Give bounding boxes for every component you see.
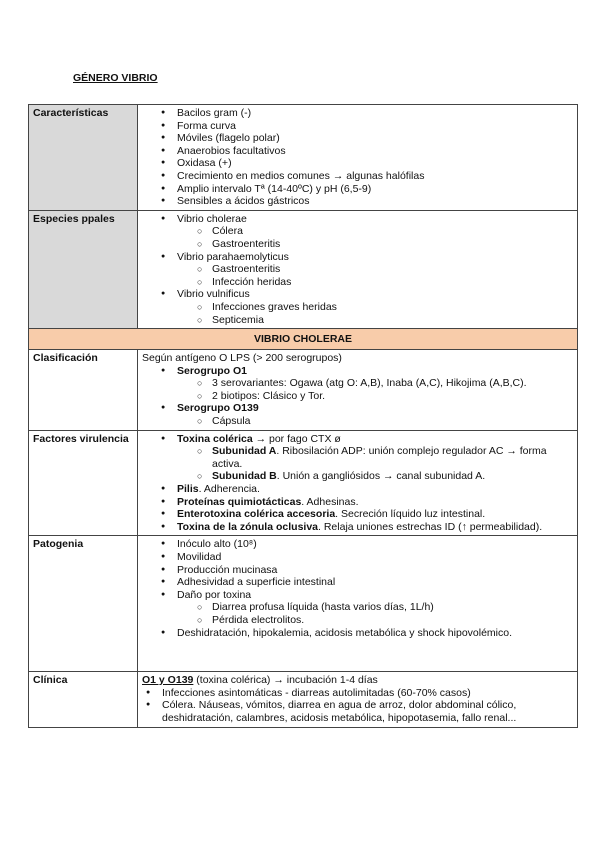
list-item: ● Forma curva (142, 120, 573, 133)
list-item: ○ Infección heridas (177, 276, 573, 289)
list-item (177, 445, 573, 470)
label-especies: Especies ppales (29, 210, 138, 328)
list-item: ● Inóculo alto (10⁸) (142, 538, 573, 551)
cell-caracteristicas (138, 105, 578, 211)
term: Toxina colérica (177, 432, 253, 445)
vibrio-table (28, 104, 578, 728)
list-item: ○ Cápsula (177, 415, 573, 428)
term: Pilis (177, 483, 199, 496)
label-clasificacion: Clasificación (29, 350, 138, 431)
text: (toxina colérica) → incubación 1-4 días (193, 674, 378, 687)
list-item: ● Móviles (flagelo polar) (142, 132, 573, 145)
term: Toxina de la zónula oclusiva (177, 520, 319, 533)
list-item: ● Bacilos gram (-) (142, 107, 573, 120)
spacer (142, 639, 573, 669)
list-item: ● Sensibles a ácidos gástricos (142, 195, 573, 208)
cell-especies (138, 210, 578, 328)
list-item (142, 433, 573, 483)
list-item: ○ Diarrea profusa líquida (hasta varios días, 1L/h) (177, 601, 573, 614)
list-item: ● Anaerobios facultativos (142, 145, 573, 158)
list-item (142, 251, 573, 289)
list-item: ○ Cólera (177, 225, 573, 238)
text: . Unión a gangliósidos → canal subunidad A. (276, 470, 486, 483)
list-item: ○ Infecciones graves heridas (177, 301, 573, 314)
serogroup-o139: Serogrupo O139 (177, 402, 259, 415)
text: . Ribosilación ADP: unión complejo regulador AC → forma activa. (212, 445, 547, 470)
list-item (142, 496, 573, 509)
clasificacion-intro: Según antígeno O LPS (> 200 serogrupos) (142, 352, 342, 365)
list-item (142, 402, 573, 427)
list-item: ○ Gastroenteritis (177, 238, 573, 251)
list-item (142, 508, 573, 521)
list-item: ● Adhesividad a superficie intestinal (142, 576, 573, 589)
cell-patogenia (138, 536, 578, 672)
list-item: ● Crecimiento en medios comunes → algunas halófilas (142, 170, 573, 183)
page-title: GÉNERO VIBRIO (73, 72, 158, 84)
section-banner: VIBRIO CHOLERAE (29, 329, 578, 350)
list-item: ○ Pérdida electrolitos. (177, 614, 573, 627)
label-clinica: Clínica (29, 672, 138, 727)
list-item: ● Infecciones asintomáticas - diarreas autolimitadas (60-70% casos) (127, 687, 573, 700)
label-caracteristicas: Características (29, 105, 138, 211)
row-caracteristicas (29, 105, 578, 211)
list-item (142, 213, 573, 251)
list-item: ● Oxidasa (+) (142, 157, 573, 170)
species-name: Vibrio cholerae (177, 212, 247, 225)
list-item: ● Deshidratación, hipokalemia, acidosis metabólica y shock hipovolémico. (142, 627, 573, 640)
clinica-heading (142, 674, 573, 687)
list-item (142, 589, 573, 627)
serogroup-o1: Serogrupo O1 (177, 364, 248, 377)
text: . Secreción líquido luz intestinal. (335, 508, 486, 521)
list-item: ○ 2 biotipos: Clásico y Tor. (177, 390, 573, 403)
term: Proteínas quimiotácticas (177, 495, 302, 508)
text: . Adhesinas. (301, 495, 359, 508)
species-name: Vibrio parahaemolyticus (177, 250, 289, 263)
row-patogenia (29, 536, 578, 672)
cell-clinica (138, 672, 578, 727)
text: . Relaja uniones estrechas ID (↑ permeabilidad). (318, 520, 543, 533)
list-item: ● Cólera. Náuseas, vómitos, diarrea en agua de arroz, dolor abdominal cólico, deshidratación, calambres, acidosis metabólica, hipopotasemia, fallo renal... (127, 699, 573, 724)
list-item (142, 288, 573, 326)
label-patogenia: Patogenia (29, 536, 138, 672)
row-clasificacion (29, 350, 578, 431)
list-item (142, 521, 573, 534)
list-item: ○ Septicemia (177, 314, 573, 327)
cell-factores (138, 430, 578, 536)
list-item: ○ 3 serovariantes: Ogawa (atg O: A,B), Inaba (A,C), Hikojima (A,B,C). (177, 377, 573, 390)
list-item: ● Amplio intervalo Tª (14-40ºC) y pH (6,5-9) (142, 183, 573, 196)
term: Subunidad B (212, 470, 277, 483)
list-item (177, 470, 573, 483)
list-item (142, 365, 573, 403)
row-factores (29, 430, 578, 536)
term: Enterotoxina colérica accesoria (177, 508, 336, 521)
row-especies (29, 210, 578, 328)
text: → por fago CTX ø (252, 432, 341, 445)
list-item: ○ Gastroenteritis (177, 263, 573, 276)
label-factores: Factores virulencia (29, 430, 138, 536)
term: Subunidad A (212, 445, 277, 458)
list-item (142, 483, 573, 496)
list-item: ● Movilidad (142, 551, 573, 564)
species-name: Vibrio vulnificus (177, 288, 250, 301)
serogroups: O1 y O139 (142, 674, 194, 687)
row-banner (29, 329, 578, 350)
cell-clasificacion (138, 350, 578, 431)
text: Daño por toxina (177, 588, 252, 601)
list-item: ● Producción mucinasa (142, 564, 573, 577)
text: . Adherencia. (198, 483, 260, 496)
row-clinica (29, 672, 578, 727)
